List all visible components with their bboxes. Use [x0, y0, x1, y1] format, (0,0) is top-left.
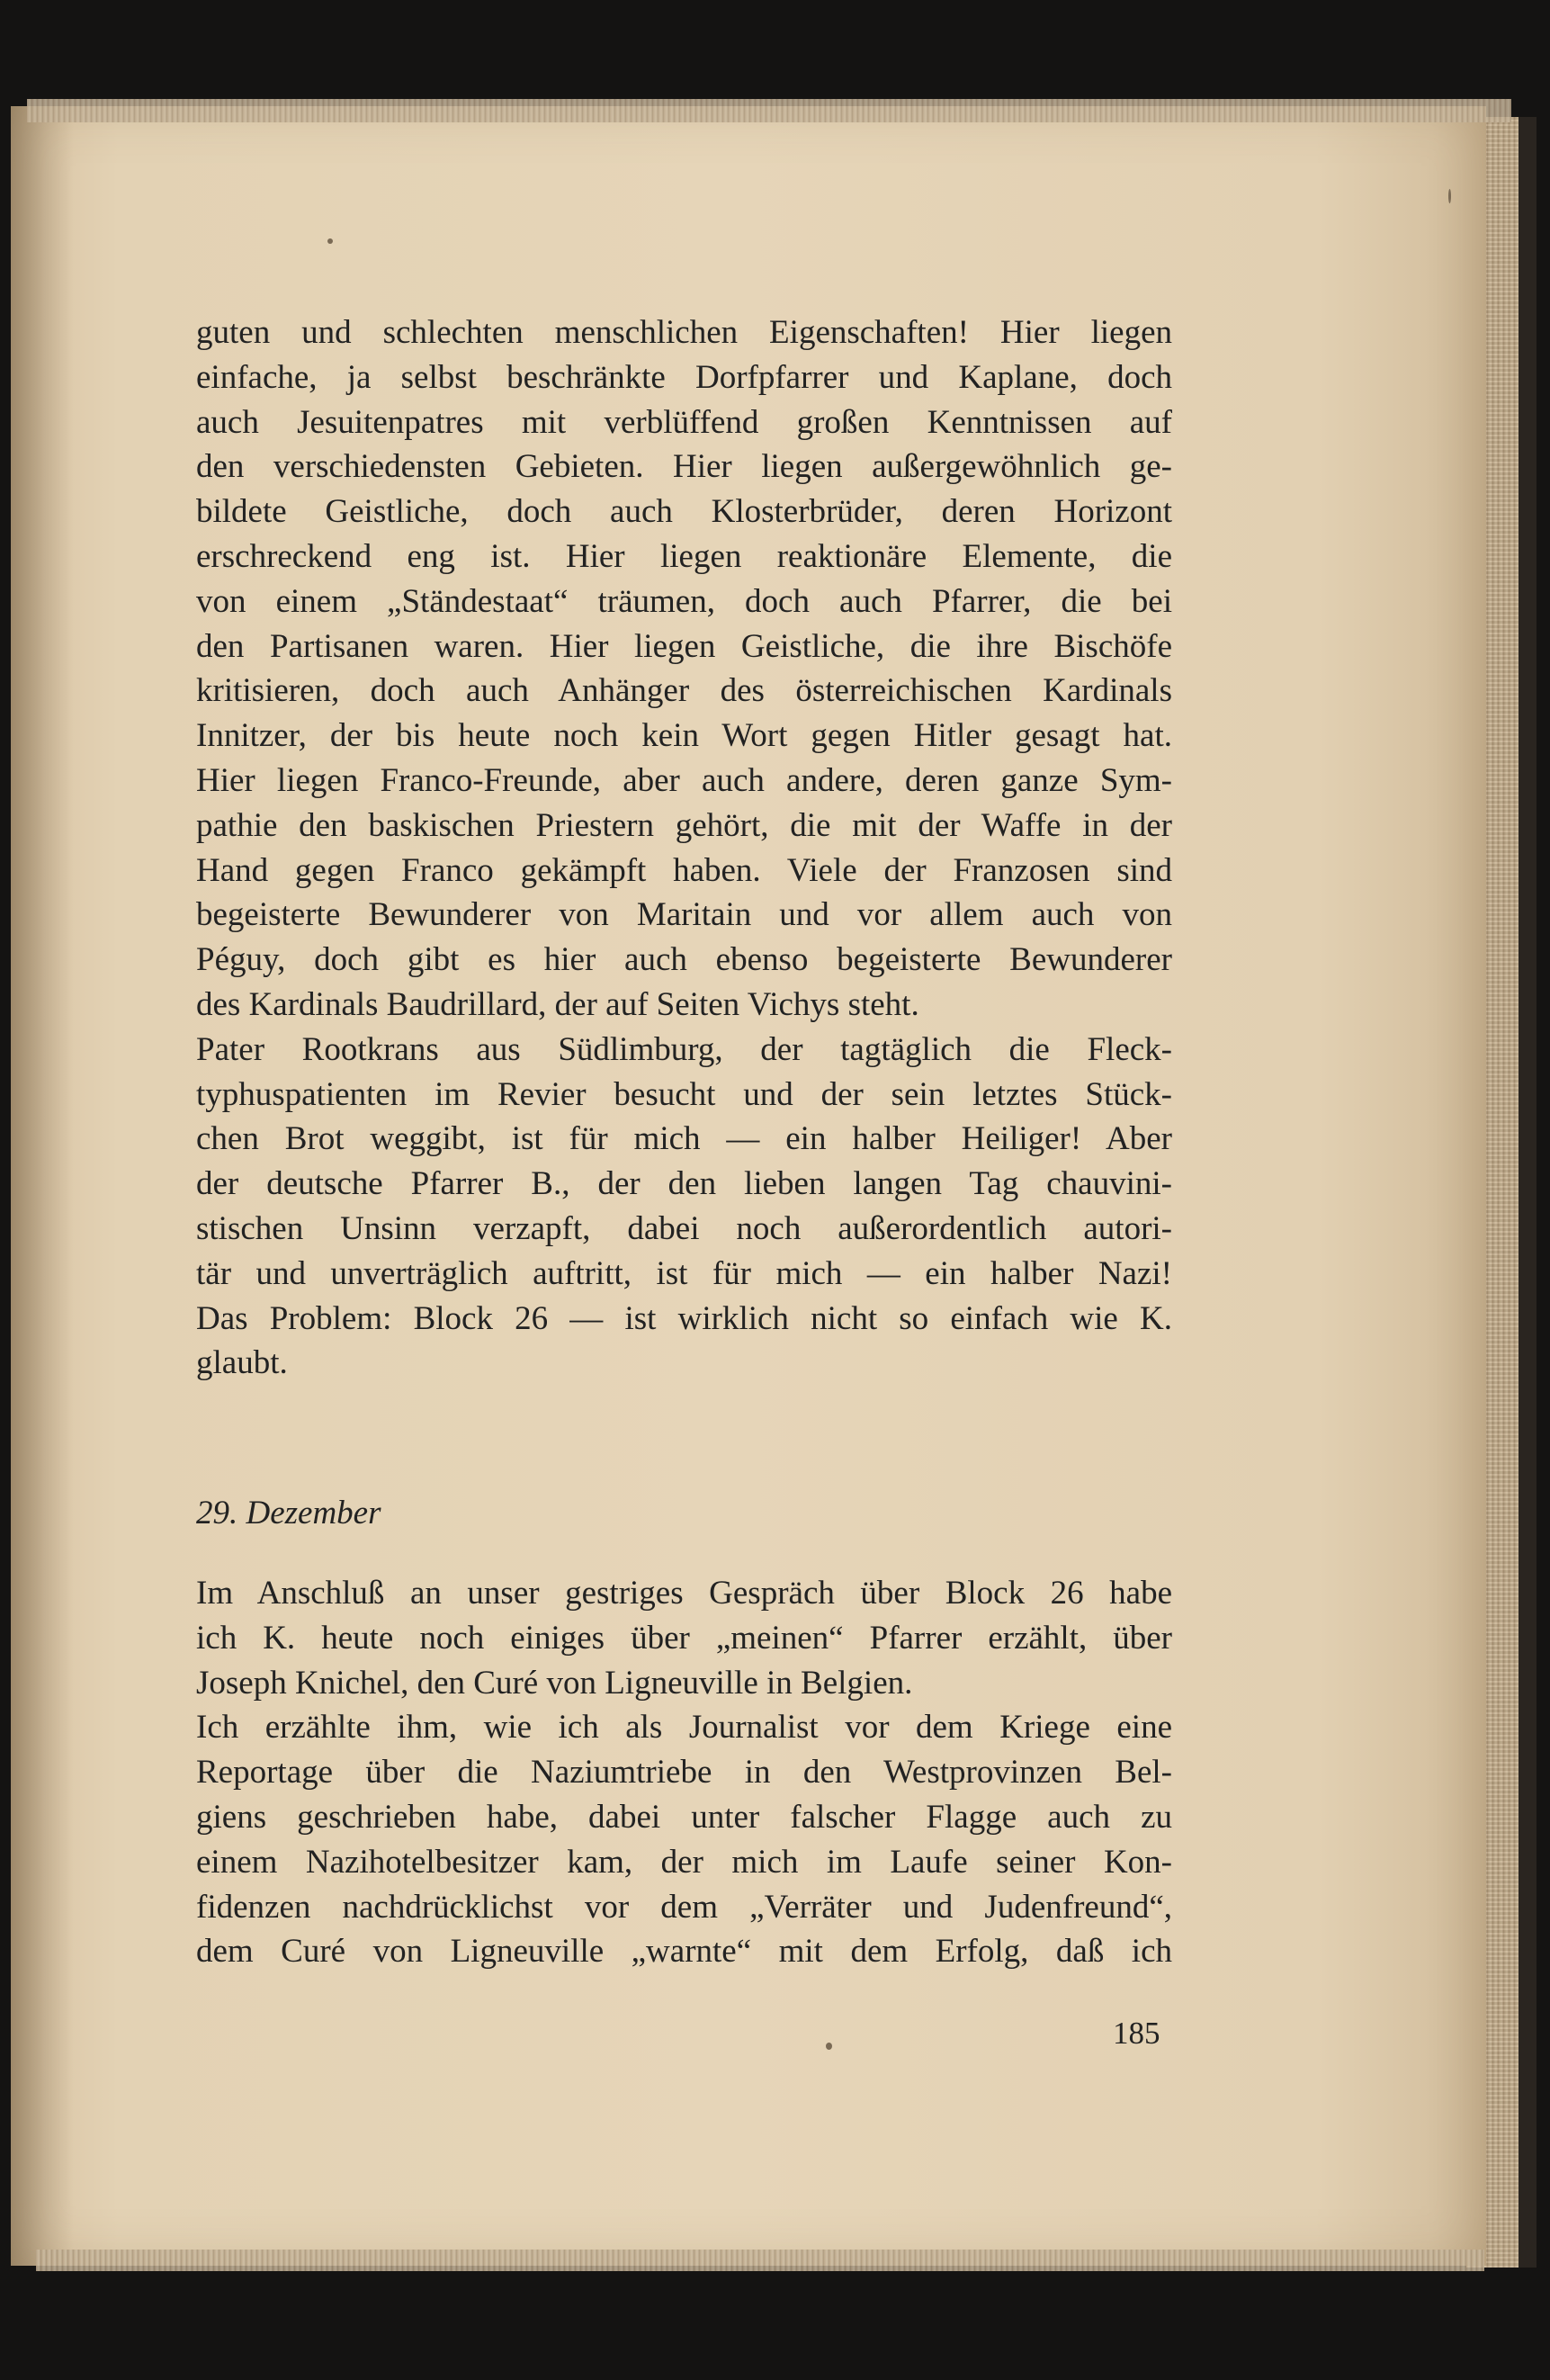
text-line: typhuspatienten im Revier besucht und der sein letztes Stück-: [196, 1075, 1172, 1113]
text-line: kritisieren, doch auch Anhänger des österreichischen Kardinals: [196, 672, 1172, 710]
text-line: dem Curé von Ligneuville „warnte“ mit dem Erfolg, daß ich: [196, 1933, 1172, 1971]
text-line: Im Anschluß an unser gestriges Gespräch über Block 26 habe: [196, 1575, 1172, 1612]
text-line: fidenzen nachdrücklichst vor dem „Verräter und Judenfreund“,: [196, 1888, 1172, 1926]
text-line: Joseph Knichel, den Curé von Ligneuville in Belgien.: [196, 1664, 913, 1702]
text-line: ich K. heute noch einiges über „meinen“ Pfarrer erzählt, über: [196, 1619, 1172, 1657]
top-binding-edge: [27, 99, 1511, 122]
book-cover-edge-dark: [1519, 117, 1537, 2268]
text-line: einem Nazihotelbesitzer kam, der mich im Laufe seiner Kon-: [196, 1843, 1172, 1881]
text-line: Hand gegen Franco gekämpft haben. Viele der Franzosen sind: [196, 851, 1172, 889]
text-line: den Partisanen waren. Hier liegen Geistliche, die ihre Bischöfe: [196, 627, 1172, 665]
text-line: Innitzer, der bis heute noch kein Wort gegen Hitler gesagt hat.: [196, 717, 1172, 755]
paper-speck: [1448, 189, 1451, 203]
text-line: des Kardinals Baudrillard, der auf Seiten Vichys steht.: [196, 985, 919, 1023]
body-text-bottom: [196, 1571, 1172, 1974]
text-line: Péguy, doch gibt es hier auch ebenso begeisterte Bewunderer: [196, 941, 1172, 979]
text-line: giens geschrieben habe, dabei unter falscher Flagge auch zu: [196, 1798, 1172, 1836]
text-line: pathie den baskischen Priestern gehört, die mit der Waffe in der: [196, 806, 1172, 844]
text-line: Das Problem: Block 26 — ist wirklich nicht so einfach wie K.: [196, 1299, 1172, 1337]
bottom-binding-edge: [36, 2250, 1484, 2271]
text-line: der deutsche Pfarrer B., der den lieben langen Tag chauvini-: [196, 1165, 1172, 1203]
text-line: Ich erzählte ihm, wie ich als Journalist vor dem Kriege eine: [196, 1709, 1172, 1747]
paper-speck: [826, 2043, 832, 2050]
text-line: Pater Rootkrans aus Südlimburg, der tagtäglich die Fleck-: [196, 1030, 1172, 1068]
page-number: 185: [1113, 2016, 1160, 2051]
text-line: den verschiedensten Gebieten. Hier liegen außergewöhnlich ge-: [196, 448, 1172, 486]
text-line: auch Jesuitenpatres mit verblüffend großen Kenntnissen auf: [196, 403, 1172, 441]
text-line: einfache, ja selbst beschränkte Dorfpfarrer und Kaplane, doch: [196, 358, 1172, 396]
gutter-shadow: [11, 106, 74, 2266]
text-line: bildete Geistliche, doch auch Klosterbrüder, deren Horizont: [196, 493, 1172, 531]
text-line: stischen Unsinn verzapft, dabei noch außerordentlich autori-: [196, 1209, 1172, 1247]
paper-speck: [327, 238, 333, 244]
text-line: Hier liegen Franco-Freunde, aber auch andere, deren ganze Sym-: [196, 761, 1172, 799]
body-text-top: [196, 310, 1172, 1386]
text-line: tär und unverträglich auftritt, ist für mich — ein halber Nazi!: [196, 1254, 1172, 1292]
text-line: guten und schlechten menschlichen Eigenschaften! Hier liegen: [196, 314, 1172, 351]
text-line: erschreckend eng ist. Hier liegen reaktionäre Elemente, die: [196, 537, 1172, 575]
text-line: begeisterte Bewunderer von Maritain und vor allem auch von: [196, 896, 1172, 934]
section-heading: 29. Dezember: [196, 1495, 381, 1531]
text-line: chen Brot weggibt, ist für mich — ein halber Heiliger! Aber: [196, 1120, 1172, 1158]
text-line: von einem „Ständestaat“ träumen, doch auch Pfarrer, die bei: [196, 582, 1172, 620]
text-line: glaubt.: [196, 1344, 288, 1382]
text-line: Reportage über die Naziumtriebe in den Westprovinzen Bel-: [196, 1754, 1172, 1792]
